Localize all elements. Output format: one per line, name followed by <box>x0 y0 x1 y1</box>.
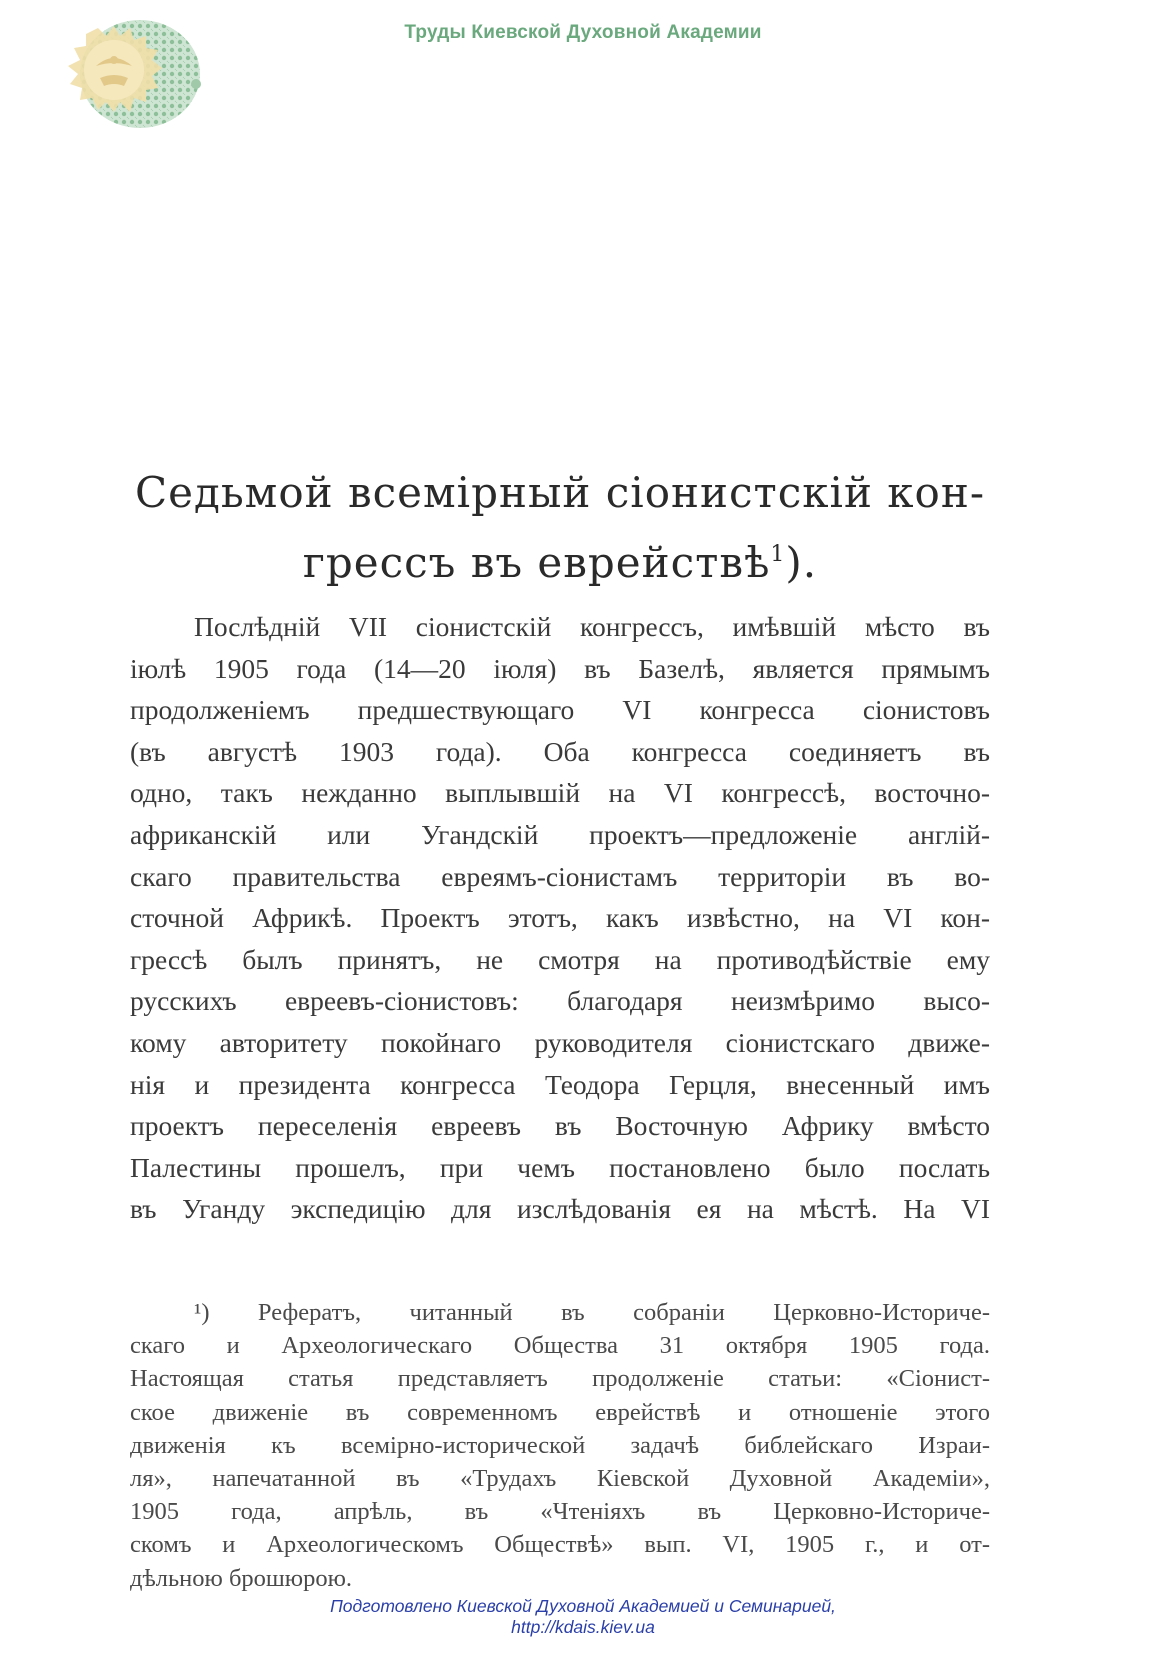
article-title-line-1: Седьмой всемірный сіонистскій кон- <box>134 468 986 517</box>
footnote-line: движенія къ всемірно-исторической задачѣ библейскаго Израи- <box>130 1431 990 1459</box>
body-line: африканскій или Угандскій проектъ—предложеніе англій- <box>130 818 990 850</box>
body-line: (въ августѣ 1903 года). Оба конгресса соединяетъ въ <box>130 735 990 767</box>
body-line: проектъ переселенія евреевъ въ Восточную Африку вмѣсто <box>130 1110 990 1142</box>
body-line: Палестины прошелъ, при чемъ постановлено было послать <box>130 1151 990 1183</box>
body-line: іюлѣ 1905 года (14—20 іюля) въ Базелѣ, является прямымъ <box>130 652 990 684</box>
body-line: скаго правительства евреямъ-сіонистамъ территоріи въ во- <box>130 860 990 892</box>
article-body <box>130 606 990 1230</box>
body-line: русскихъ евреевъ-сіонистовъ: благодаря неизмѣримо высо- <box>130 985 990 1017</box>
body-line: одно, такъ нежданно выплывшій на VI конгрессѣ, восточно- <box>130 777 990 809</box>
footnote-line: ля», напечатанной въ «Трудахъ Кіевской Духовной Академіи», <box>130 1465 990 1493</box>
footnote <box>130 1296 990 1595</box>
footnote-line: дѣльною брошюрою. <box>130 1564 353 1592</box>
body-line: сточной Африкѣ. Проектъ этотъ, какъ извѣстно, на VI кон- <box>130 902 990 934</box>
footnote-line: Настоящая статья представляетъ продолженіе статьи: «Сіонист- <box>130 1365 990 1393</box>
footnote-line: ское движеніе въ современномъ еврействѣ и отношеніе этого <box>130 1398 990 1426</box>
body-line: нія и президента конгресса Теодора Герцля, внесенный имъ <box>130 1068 990 1100</box>
article-title <box>120 462 1000 594</box>
journal-header-title: Труды Киевской Духовной Академии <box>404 22 762 43</box>
footnote-line: скомъ и Археологическомъ Обществѣ» вып. VI, 1905 г., и от- <box>130 1531 990 1559</box>
body-line: грессѣ былъ принятъ, не смотря на противодѣйствіе ему <box>130 943 990 975</box>
footer-link[interactable]: http://kdais.kiev.ua <box>511 1617 655 1637</box>
body-line: кому авторитету покойнаго руководителя сіонистскаго движе- <box>130 1026 990 1058</box>
footnote-line: 1905 года, апрѣль, въ «Чтеніяхъ въ Церковно-Историче- <box>130 1498 990 1526</box>
footer-credit: Подготовлено Киевской Духовной Академией и Семинарией, <box>330 1596 836 1616</box>
footnote-reference-mark[interactable]: 1 <box>770 542 786 567</box>
article-title-line-2 <box>120 524 1000 594</box>
page-footer <box>0 1596 1166 1638</box>
body-line: продолженіемъ предшествующаго VI конгресса сіонистовъ <box>130 694 990 726</box>
footnote-line: скаго и Археологическаго Общества 31 октября 1905 года. <box>130 1332 990 1360</box>
body-line: въ Уганду экспедицію для изслѣдованія ея на мѣстѣ. На VI <box>130 1193 990 1225</box>
article-title-line-2-text: грессъ въ еврействѣ <box>302 538 771 587</box>
footnote-line: ¹) Рефератъ, читанный въ собраніи Церковно-Историче- <box>194 1299 990 1326</box>
article-title-end: ). <box>785 538 818 587</box>
body-line: Послѣдній VII сіонистскій конгрессъ, имѣвшій мѣсто въ <box>194 611 990 642</box>
